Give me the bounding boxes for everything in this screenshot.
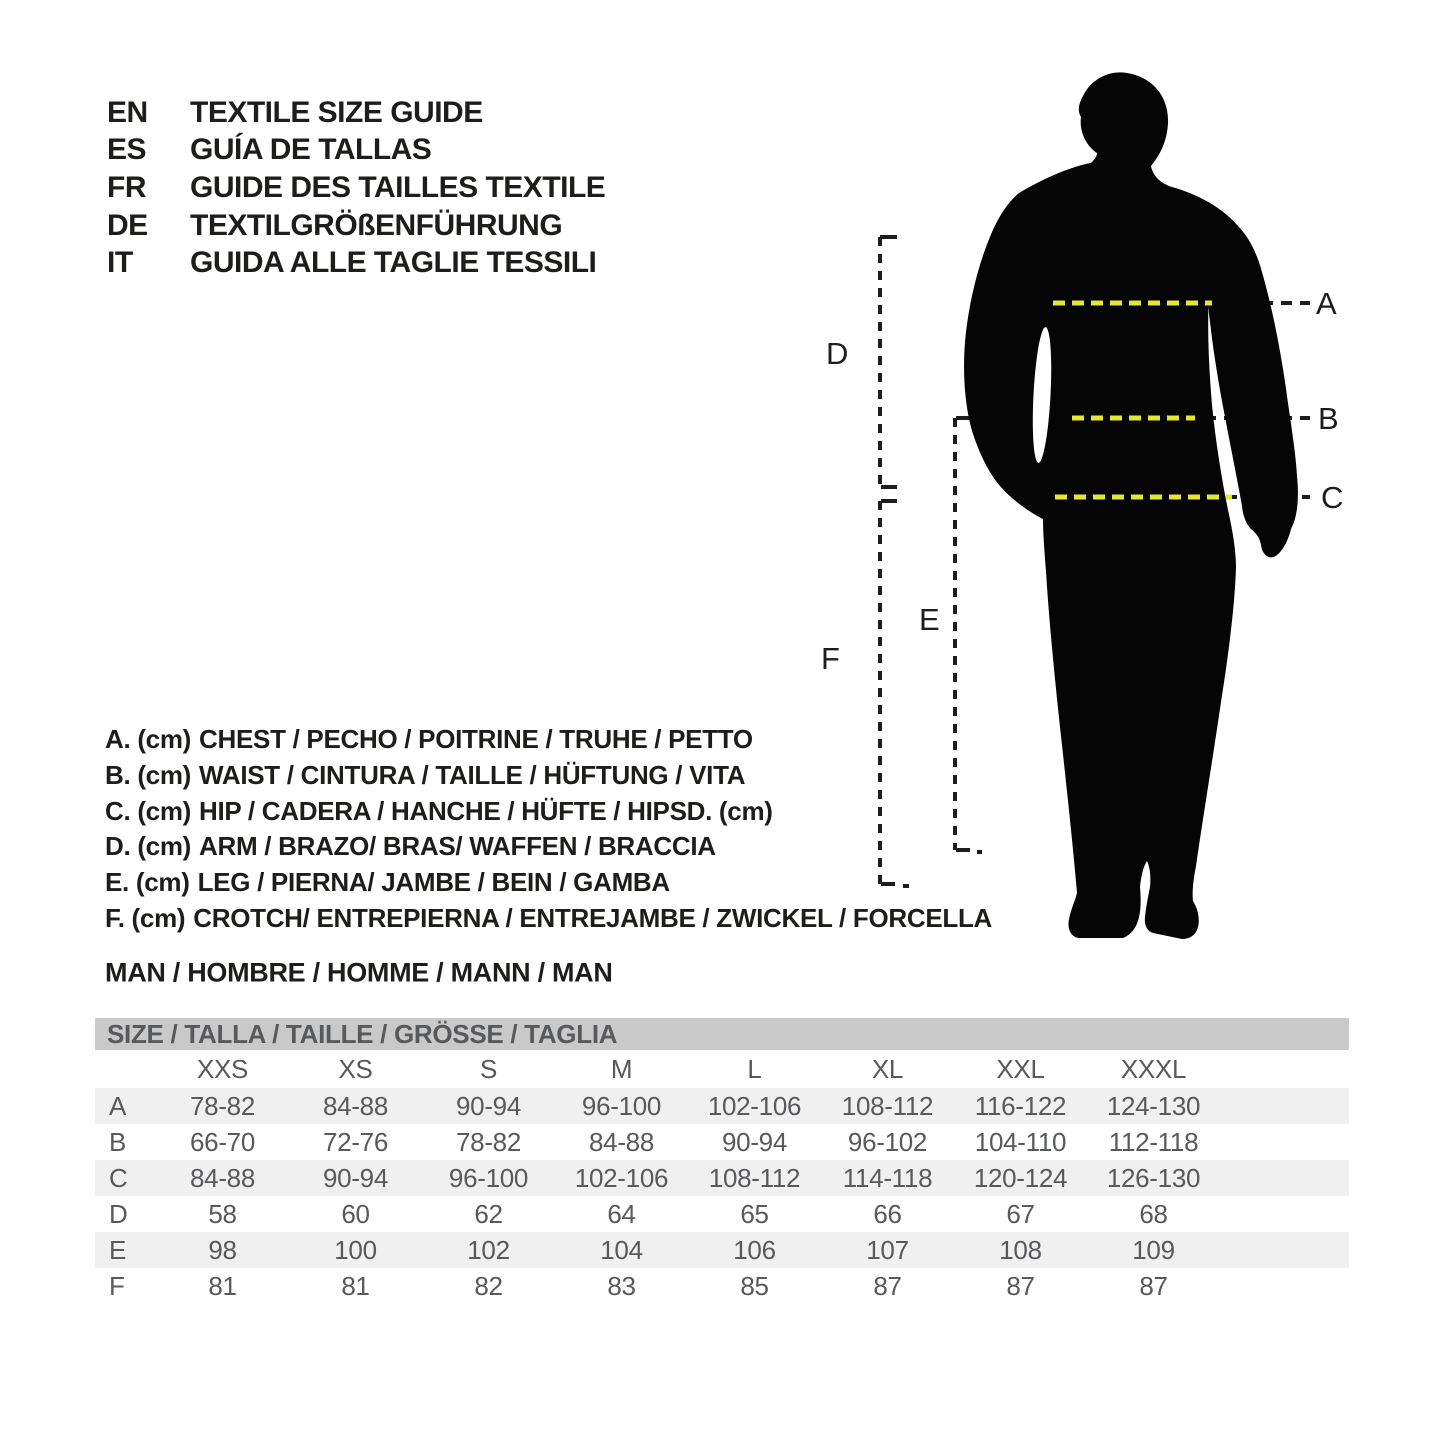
size-value-cell: 104 (600, 1234, 643, 1265)
size-value-cell: 100 (334, 1234, 377, 1265)
size-table (95, 1050, 1349, 1304)
table-row (95, 1232, 1349, 1268)
marker-f-label: F (821, 641, 840, 676)
size-value-cell: 108 (999, 1234, 1042, 1265)
marker-d-label: D (826, 336, 849, 371)
measurement-key: B. (cm) (105, 760, 192, 791)
size-value-cell: 87 (1139, 1270, 1168, 1301)
size-value-cell: 67 (1006, 1198, 1035, 1229)
legend-row (105, 865, 992, 901)
legend-row (105, 758, 992, 794)
size-column-header: M (610, 1053, 633, 1084)
size-value-cell: 60 (341, 1198, 370, 1229)
legend-row (105, 829, 992, 865)
size-value-cell: 107 (866, 1234, 909, 1265)
size-value-cell: 108-112 (708, 1162, 801, 1193)
measurement-label: WAIST / CINTURA / TAILLE / HÜFTUNG / VITA (199, 760, 746, 791)
measurement-key: D. (cm) (105, 831, 192, 862)
measurement-key: C. (cm) (105, 795, 192, 826)
measurement-key: A. (cm) (105, 724, 192, 755)
measurement-label: CHEST / PECHO / POITRINE / TRUHE / PETTO (199, 724, 753, 755)
table-header-label: SIZE / TALLA / TAILLE / GRÖSSE / TAGLIA (107, 1018, 618, 1049)
size-value-cell: 68 (1139, 1198, 1168, 1229)
measurement-key: F. (cm) (105, 902, 186, 933)
row-label: D (109, 1198, 128, 1229)
gender-line: MAN / HOMBRE / HOMME / MANN / MAN (105, 957, 613, 988)
legend-row (105, 793, 992, 829)
marker-a-label: A (1316, 286, 1337, 321)
table-size-header-row (95, 1050, 1349, 1088)
measurement-label: ARM / BRAZO/ BRAS/ WAFFEN / BRACCIA (199, 831, 716, 862)
size-value-cell: 90-94 (456, 1090, 521, 1121)
size-value-cell: 64 (607, 1198, 636, 1229)
size-column-header: XXL (996, 1053, 1045, 1084)
size-column-header: L (747, 1053, 762, 1084)
marker-e-label: E (919, 602, 940, 637)
measurement-label: HIP / CADERA / HANCHE / HÜFTE / HIPSD. (cm) (199, 795, 773, 826)
language-title: TEXTILGRÖßENFÜHRUNG (190, 208, 563, 242)
language-title: GUIDE DES TAILLES TEXTILE (190, 170, 606, 204)
size-column-header: XXS (196, 1053, 249, 1084)
table-row (95, 1124, 1349, 1160)
language-code: DE (107, 208, 148, 242)
size-value-cell: 114-118 (842, 1162, 933, 1193)
size-value-cell: 116-122 (974, 1090, 1067, 1121)
size-value-cell: 124-130 (1106, 1090, 1201, 1121)
size-value-cell: 72-76 (323, 1126, 388, 1157)
size-value-cell: 126-130 (1106, 1162, 1201, 1193)
table-row (95, 1196, 1349, 1232)
measurement-legend (105, 722, 992, 936)
table-header-bar (95, 1018, 1349, 1050)
size-value-cell: 109 (1132, 1234, 1175, 1265)
size-value-cell: 66-70 (190, 1126, 255, 1157)
size-value-cell: 82 (474, 1270, 503, 1301)
language-title: TEXTILE SIZE GUIDE (190, 95, 483, 129)
size-value-cell: 87 (1006, 1270, 1035, 1301)
size-value-cell: 106 (733, 1234, 776, 1265)
size-value-cell: 87 (873, 1270, 902, 1301)
language-code: IT (107, 246, 133, 280)
row-label: F (109, 1270, 125, 1301)
language-code: ES (107, 133, 147, 167)
marker-b-label: B (1318, 401, 1339, 436)
size-value-cell: 102-106 (707, 1090, 802, 1121)
size-value-cell: 84-88 (190, 1162, 255, 1193)
size-value-cell: 90-94 (722, 1126, 787, 1157)
size-value-cell: 81 (208, 1270, 237, 1301)
row-label: E (109, 1234, 127, 1265)
table-row (95, 1088, 1349, 1124)
size-column-header: XL (871, 1053, 904, 1084)
size-value-cell: 85 (740, 1270, 769, 1301)
size-value-cell: 112-118 (1108, 1126, 1199, 1157)
size-value-cell: 96-102 (847, 1126, 928, 1157)
size-value-cell: 58 (208, 1198, 237, 1229)
legend-row (105, 722, 992, 758)
row-label: B (109, 1126, 127, 1157)
size-value-cell: 78-82 (456, 1126, 521, 1157)
size-value-cell: 81 (341, 1270, 370, 1301)
measurement-label: CROTCH/ ENTREPIERNA / ENTREJAMBE / ZWICKEL / FORCELLA (193, 902, 993, 933)
language-title: GUIDA ALLE TAGLIE TESSILI (190, 246, 597, 280)
size-value-cell: 96-100 (448, 1162, 529, 1193)
size-column-header: XXXL (1120, 1053, 1187, 1084)
language-title: GUÍA DE TALLAS (190, 133, 432, 167)
size-value-cell: 98 (208, 1234, 237, 1265)
table-row (95, 1268, 1349, 1304)
size-value-cell: 108-112 (841, 1090, 934, 1121)
size-column-header: S (479, 1053, 498, 1084)
measurement-label: LEG / PIERNA/ JAMBE / BEIN / GAMBA (197, 867, 670, 898)
size-value-cell: 102-106 (574, 1162, 669, 1193)
row-label: C (109, 1162, 128, 1193)
legend-row (105, 900, 992, 936)
size-value-cell: 90-94 (323, 1162, 388, 1193)
size-value-cell: 84-88 (589, 1126, 654, 1157)
size-value-cell: 78-82 (190, 1090, 255, 1121)
size-column-header: XS (338, 1053, 373, 1084)
size-value-cell: 66 (873, 1198, 902, 1229)
size-value-cell: 65 (740, 1198, 769, 1229)
size-value-cell: 96-100 (581, 1090, 662, 1121)
language-code: EN (107, 95, 148, 129)
size-value-cell: 120-124 (973, 1162, 1068, 1193)
table-row (95, 1160, 1349, 1196)
row-label: A (109, 1090, 127, 1121)
measurement-key: E. (cm) (105, 867, 190, 898)
marker-c-label: C (1321, 480, 1344, 515)
size-value-cell: 104-110 (974, 1126, 1067, 1157)
size-value-cell: 83 (607, 1270, 636, 1301)
size-value-cell: 102 (467, 1234, 510, 1265)
size-value-cell: 84-88 (323, 1090, 388, 1121)
language-code: FR (107, 170, 146, 204)
size-value-cell: 62 (474, 1198, 503, 1229)
man-silhouette (964, 72, 1298, 939)
